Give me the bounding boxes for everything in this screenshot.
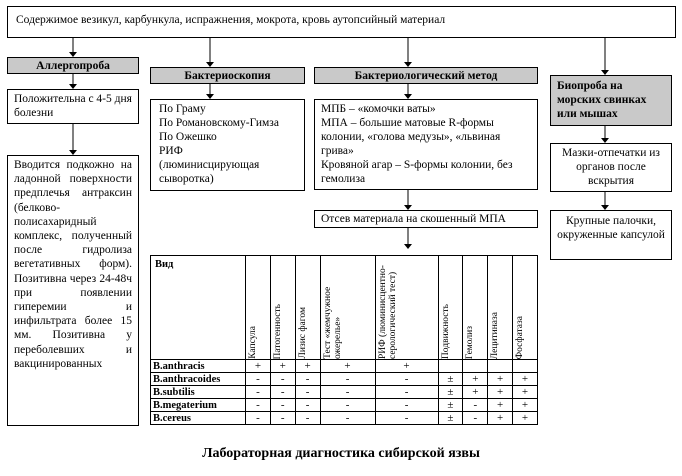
table-col-header	[295, 256, 320, 360]
col-label: Тест «жемчужное ожерелье»	[322, 286, 343, 359]
microscopy-item: По Граму	[159, 103, 206, 115]
table-cell: +	[488, 386, 513, 399]
table-cell: -	[246, 399, 271, 412]
col-label: РИФ (люминисцентно-серологический тест)	[377, 265, 398, 359]
bacteriology-item: МПА – большие матовые R-формы колонии, «голова медузы», «львиная грива»	[321, 117, 501, 157]
table-cell: -	[270, 412, 295, 425]
species-name: B.anthracis	[151, 360, 246, 373]
table-cell: +	[375, 360, 438, 373]
table-cell: ±	[438, 373, 463, 386]
table-cell: +	[295, 360, 320, 373]
table-cell: -	[320, 412, 375, 425]
table-cell: -	[295, 386, 320, 399]
table-cell: -	[270, 399, 295, 412]
bacteriology-header	[314, 67, 538, 84]
col-label: Лецитиназа	[490, 311, 501, 359]
allergy-details-text: Вводится подкожно на ладонной поверхности предплечья антраксин (белково-полисахаридный комплекс, полученный после гидролиза вегетативных форм). Позитивна через 24-48ч при появлении гиперемии и инфильтрата более 15 мм. Позитивна у переболевших и вакцинированных	[14, 159, 132, 370]
bacteriology-box	[314, 99, 538, 190]
table-cell: +	[513, 373, 538, 386]
table-col-header	[270, 256, 295, 360]
allergy-positive-text: Положительна с 4-5 дня болезни	[14, 93, 132, 119]
microscopy-header	[150, 67, 305, 84]
col-label: Лизис фагом	[297, 307, 308, 359]
table-cell: -	[375, 386, 438, 399]
table-cell: +	[246, 360, 271, 373]
figure-caption: Лабораторная диагностика сибирской язвы	[202, 446, 480, 461]
source-material-text: Содержимое везикул, карбункула, испражнения, мокрота, кровь аутопсийный материал	[16, 14, 446, 26]
col-label: Патогенность	[272, 303, 283, 359]
col-label: Капсула	[248, 326, 258, 359]
table-row	[151, 360, 538, 373]
bacteriology-item: Кровяной агар – S-формы колонии, без гемолиза	[321, 159, 513, 185]
table-cell: -	[320, 373, 375, 386]
table-cell: +	[513, 412, 538, 425]
table-cell: -	[270, 386, 295, 399]
table-cell: +	[513, 386, 538, 399]
table-cell: -	[295, 412, 320, 425]
table-cell	[438, 360, 463, 373]
table-cell: ±	[438, 412, 463, 425]
table-cell: +	[463, 373, 488, 386]
table-cell: ±	[438, 386, 463, 399]
allergy-header-label: Аллергопроба	[36, 60, 110, 72]
microscopy-header-label: Бактериоскопия	[184, 70, 271, 82]
table-col-header	[246, 256, 271, 360]
table-cell: -	[375, 412, 438, 425]
col-label: Гемолиз	[465, 325, 476, 359]
table-cell: +	[463, 386, 488, 399]
table-cell: +	[320, 360, 375, 373]
table-cell	[463, 360, 488, 373]
table-header-row	[151, 256, 538, 360]
source-material-box	[7, 6, 676, 38]
table-cell: -	[246, 412, 271, 425]
species-name: B.megaterium	[151, 399, 246, 412]
table-cell	[513, 360, 538, 373]
bioassay-smears-text: Мазки-отпечатки из органов после вскрытия	[562, 147, 660, 187]
table-row	[151, 412, 538, 425]
allergy-header	[7, 57, 139, 74]
bioassay-result-text: Крупные палочки, окруженные капсулой	[557, 215, 665, 241]
table-cell: -	[463, 399, 488, 412]
table-row	[151, 386, 538, 399]
col-label: Подвижность	[440, 303, 451, 359]
table-cell: ±	[438, 399, 463, 412]
table-cell: +	[513, 399, 538, 412]
microscopy-item: По Романовскому-Гимза	[159, 117, 279, 129]
microscopy-item: (люминисцирующая сыворотка)	[159, 159, 260, 185]
reseed-box	[314, 210, 538, 228]
table-cell: +	[488, 412, 513, 425]
bioassay-header	[550, 75, 672, 126]
species-name: B.cereus	[151, 412, 246, 425]
table-cell: -	[270, 373, 295, 386]
table-col-header	[488, 256, 513, 360]
table-cell: -	[295, 399, 320, 412]
microscopy-item: По Ожешко	[159, 131, 217, 143]
table-cell: -	[246, 373, 271, 386]
species-name: B.anthracoides	[151, 373, 246, 386]
table-corner-label: Вид	[155, 259, 174, 270]
table-cell: -	[320, 399, 375, 412]
table-row	[151, 373, 538, 386]
bioassay-header-label: Биопроба на морских свинках или мышах	[557, 80, 647, 120]
allergy-details-box	[7, 155, 139, 426]
col-label: Фосфатаза	[515, 315, 526, 359]
table-corner	[151, 256, 246, 360]
reseed-text: Отсев материала на скошенный МПА	[321, 213, 506, 225]
table-cell: +	[488, 373, 513, 386]
table-cell: -	[295, 373, 320, 386]
table-col-header	[438, 256, 463, 360]
table-cell: +	[270, 360, 295, 373]
bioassay-smears-box	[550, 143, 672, 192]
table-col-header	[463, 256, 488, 360]
microscopy-item: РИФ	[159, 145, 183, 157]
allergy-positive-box	[7, 89, 139, 124]
table-col-header	[513, 256, 538, 360]
table-cell: -	[246, 386, 271, 399]
table-col-header	[320, 256, 375, 360]
table-cell: -	[320, 386, 375, 399]
table-cell: -	[375, 399, 438, 412]
microscopy-box	[150, 99, 305, 191]
differentiation-table	[150, 255, 538, 425]
table-col-header	[375, 256, 438, 360]
table-cell: -	[463, 412, 488, 425]
bioassay-result-box	[550, 210, 672, 260]
table-cell: +	[488, 399, 513, 412]
table-cell	[488, 360, 513, 373]
bacteriology-item: МПБ – «комочки ваты»	[321, 103, 436, 115]
table-row	[151, 399, 538, 412]
table-cell: -	[375, 373, 438, 386]
species-name: B.subtilis	[151, 386, 246, 399]
bacteriology-header-label: Бактериологический метод	[354, 70, 498, 82]
